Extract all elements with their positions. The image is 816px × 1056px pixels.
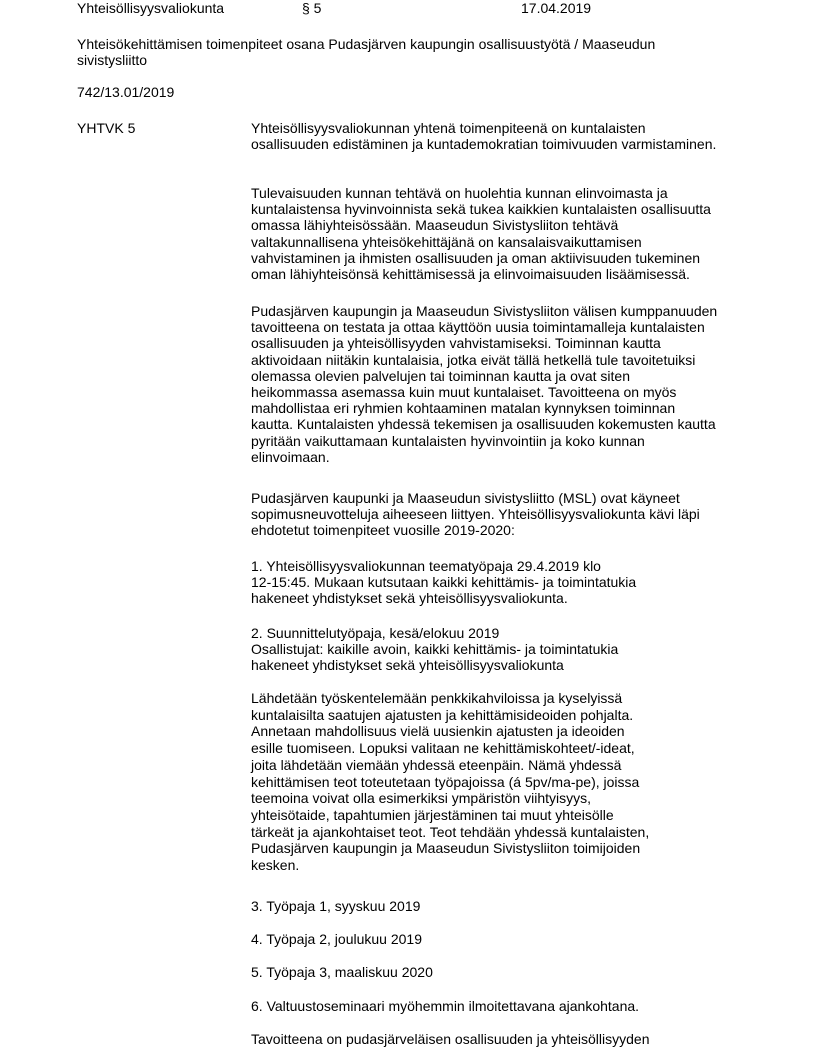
text-line: Yhteisöllisyysvaliokunnan yhtenä toimenpiteenä on kuntalaisten [251, 120, 646, 136]
item-code: YHTVK 5 [77, 120, 136, 136]
text-line: joita lähdetään viemään yhdessä eteenpäin. Nämä yhdessä [251, 756, 622, 773]
list-item-6: 6. Valtuustoseminaari myöhemmin ilmoitettavana ajankohtana. [251, 998, 640, 1014]
text-line: vahvistaminen ja ihmisten osallisuuden ja oman aktiivisuuden tukeminen [251, 249, 701, 266]
subject-line: sivistysliitto [77, 52, 148, 68]
text-line: Osallistujat: kaikille avoin, kaikki kehittämis- ja toimintatukia [251, 641, 619, 658]
text-line: mahdollistaa eri ryhmien kohtaaminen matalan kynnyksen toiminnan [251, 400, 676, 417]
text-line: kehittämisen teot toteutetaan työpajoissa (á 5pv/ma-pe), joissa [251, 773, 640, 790]
subject-line: Yhteisökehittämisen toimenpiteet osana Pudasjärven kaupungin osallisuustyötä / Maaseudun [77, 36, 656, 52]
text-line: esille tuomiseen. Lopuksi valitaan ne kehittämiskohteet/-ideat, [251, 740, 635, 757]
text-line: valtakunnallisena yhteisökehittäjänä on kansalaisvaikuttamisen [251, 233, 642, 250]
subject-title [77, 36, 655, 68]
text-line: teemoina voivat olla esimerkiksi ympäristön viihtyisyys, [251, 790, 591, 807]
text-line: yhteisötaide, tapahtumien järjestäminen tai muut yhteisölle [251, 806, 614, 823]
text-line: tavoitteena on testata ja ottaa käyttöön uusia toimintamalleja kuntalaisten [251, 319, 705, 336]
text-line: osallisuuden ja yhteisöllisyyden vahvistamiseksi. Toiminnan kautta [251, 335, 661, 352]
text-line: Tulevaisuuden kunnan tehtävä on huolehtia kunnan elinvoimasta ja [251, 185, 668, 201]
text-line: Pudasjärven kaupungin ja Maaseudun Sivistysliiton välisen kumppanuuden [251, 303, 718, 319]
list-item-5: 5. Työpaja 3, maaliskuu 2020 [251, 964, 433, 980]
text-line: elinvoimaan. [251, 448, 330, 465]
text-line: Pudasjärven kaupunki ja Maaseudun sivistysliitto (MSL) ovat käyneet [251, 490, 680, 506]
text-line: Pudasjärven kaupungin ja Maaseudun Sivistysliiton toimijoiden [251, 840, 641, 857]
text-line: olemassa olevien palvelujen tai toiminnan kautta ja ovat siten [251, 367, 631, 384]
closing-paragraph: Tavoitteena on pudasjärveläisen osallisuuden ja yhteisöllisyyden [251, 1031, 650, 1047]
text-line: Lähdetään työskentelemään penkkikahviloissa ja kyselyissä [251, 690, 623, 706]
paragraph-4 [251, 690, 649, 874]
list-item-2 [251, 625, 618, 674]
text-line: omassa lähiyhteisössään. Maaseudun Sivistysliiton tehtävä [251, 217, 619, 234]
paragraph-1 [251, 185, 711, 282]
paragraph-3 [251, 490, 700, 539]
list-item-3: 3. Työpaja 1, syyskuu 2019 [251, 898, 421, 914]
section-number: § 5 [302, 0, 322, 16]
list-item-1 [251, 558, 636, 607]
list-item-4: 4. Työpaja 2, joulukuu 2019 [251, 931, 422, 947]
text-line: sopimusneuvotteluja aiheeseen liittyen. Yhteisöllisyysvaliokunta kävi läpi [251, 506, 700, 523]
text-line: hakeneet yhdistykset sekä yhteisöllisyysvaliokunta [251, 657, 564, 674]
text-line: kautta. Kuntalaisten yhdessä tekemisen ja osallisuuden kokemusten kautta [251, 416, 716, 433]
text-line: kesken. [251, 857, 300, 874]
text-line: aktivoidaan niitäkin kuntalaisia, jotka eivät tällä hetkellä tule tavoitetuiksi [251, 351, 696, 368]
record-number: 742/13.01/2019 [77, 84, 175, 100]
text-line: ehdotetut toimenpiteet vuosille 2019-2020: [251, 522, 515, 539]
text-line: osallisuuden edistäminen ja kuntademokratian toimivuuden varmistaminen. [251, 136, 717, 153]
text-line: 1. Yhteisöllisyysvaliokunnan teematyöpaja 29.4.2019 klo [251, 558, 601, 574]
text-line: tärkeät ja ajankohtaiset teot. Teot tehdään yhdessä kuntalaisten, [251, 823, 650, 840]
committee-name: Yhteisöllisyysvaliokunta [77, 0, 225, 16]
text-line: kuntalaistensa hyvinvoinnista sekä tukea kaikkien kuntalaisten osallisuutta [251, 201, 711, 218]
text-line: kuntalaisilta saatujen ajatusten ja kehittämisideoiden pohjalta. [251, 706, 634, 723]
text-line: 12-15:45. Mukaan kutsutaan kaikki kehittämis- ja toimintatukia [251, 574, 637, 591]
paragraph-2 [251, 303, 717, 465]
meeting-date: 17.04.2019 [521, 0, 592, 16]
intro-paragraph [251, 120, 716, 152]
text-line: heikommassa asemassa kuin muut kuntalaiset. Tavoitteena on myös [251, 384, 677, 401]
text-line: hakeneet yhdistykset sekä yhteisöllisyysvaliokunta. [251, 590, 568, 607]
text-line: pyritään vaikuttamaan kuntalaisten hyvinvointiin ja koko kunnan [251, 432, 645, 449]
text-line: 2. Suunnittelutyöpaja, kesä/elokuu 2019 [251, 625, 500, 641]
text-line: Annetaan mahdollisuus vielä uusienkin ajatusten ja ideoiden [251, 723, 625, 740]
text-line: oman lähiyhteisönsä kehittämisessä ja elinvoimaisuuden lisäämisessä. [251, 266, 690, 283]
